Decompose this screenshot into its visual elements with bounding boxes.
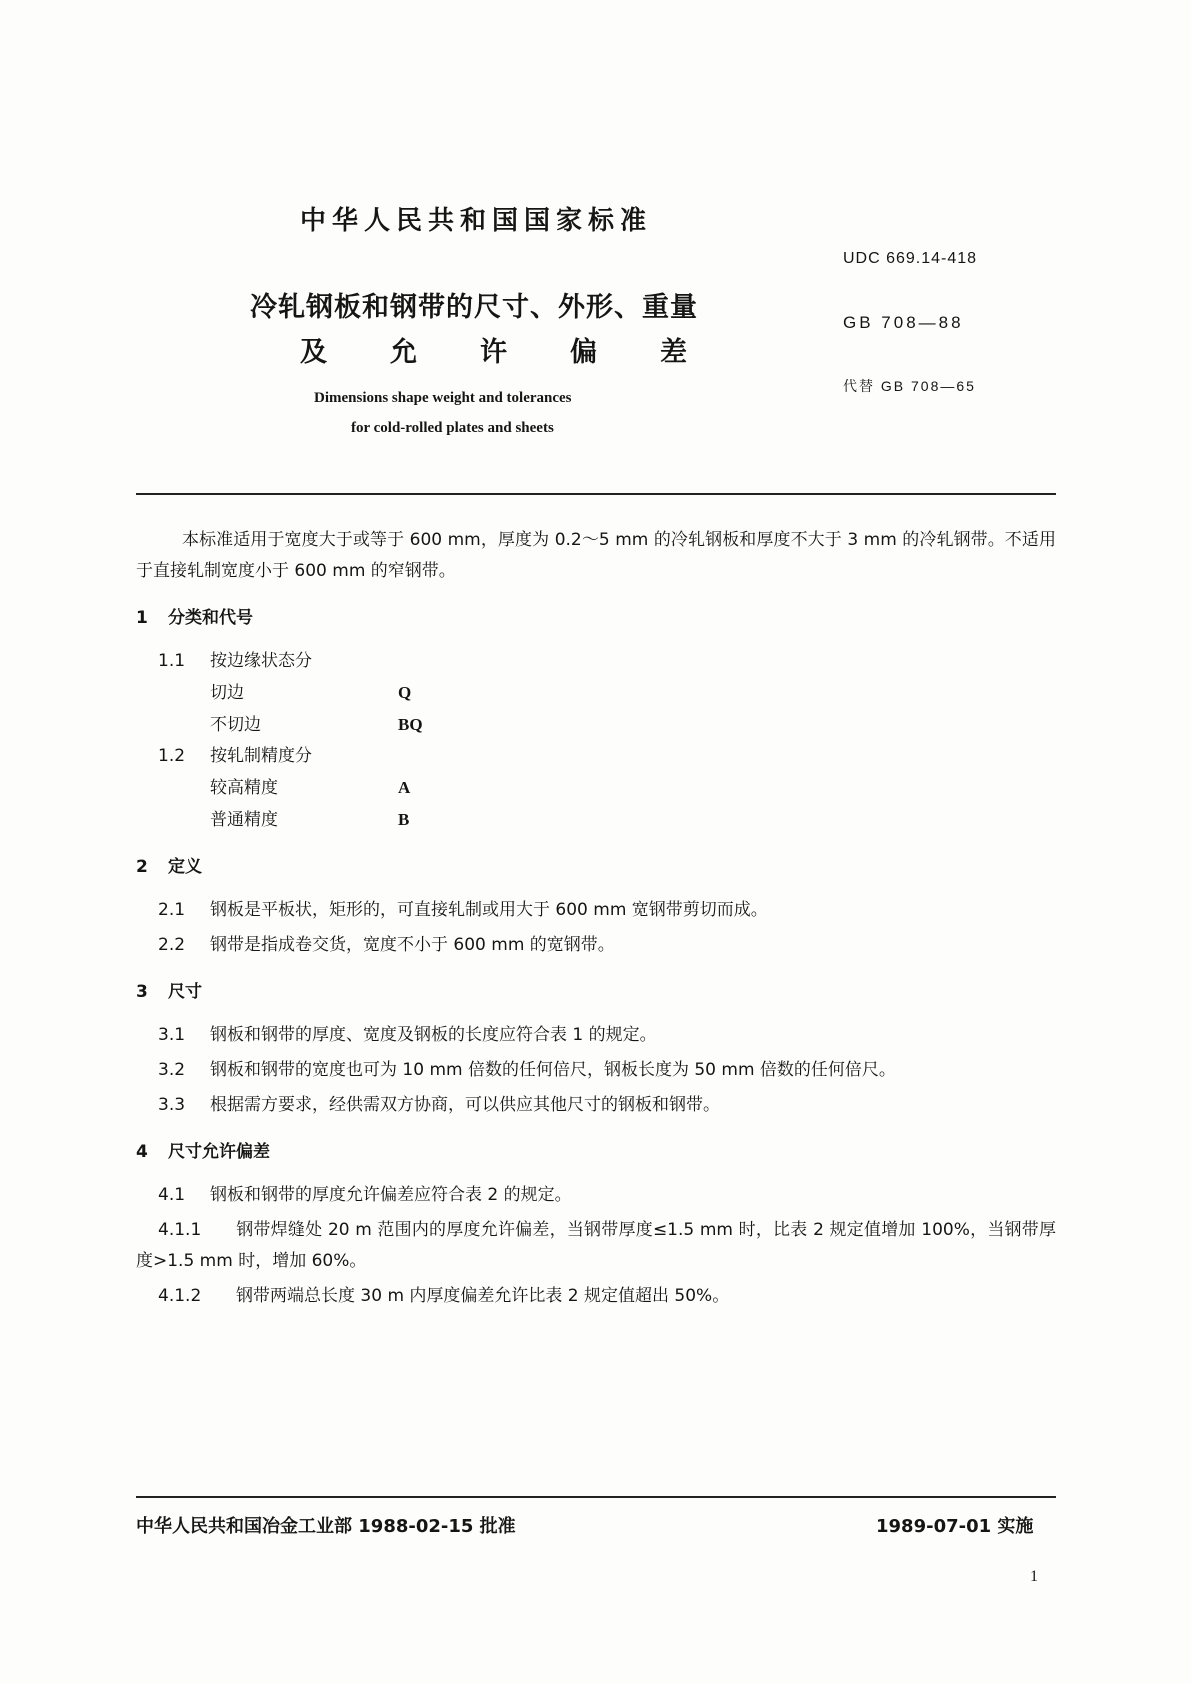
document-title-line1: 冷轧钢板和钢带的尺寸、外形、重量 (250, 292, 698, 323)
clause-text: 钢板和钢带的厚度允许偏差应符合表 2 的规定。 (210, 1185, 572, 1205)
section-number: 1 (136, 608, 148, 628)
title-char: 允 (390, 337, 417, 368)
english-title-line1: Dimensions shape weight and tolerances (314, 390, 572, 406)
clause-number: 3.3 (158, 1095, 186, 1115)
clause-number: 2.2 (158, 935, 186, 955)
item-number: 1.1 (158, 651, 186, 671)
document-title-line2 (300, 330, 750, 369)
clause-text: 钢带焊缝处 20 m 范围内的厚度允许偏差，当钢带厚度≤1.5 mm 时，比表 2 规定值增加 100%，当钢带厚度>1.5 mm 时，增加 60%。 (136, 1220, 1056, 1271)
code-value: BQ (398, 715, 423, 734)
clause-number: 4.1.2 (158, 1286, 202, 1306)
code-label: 不切边 (210, 715, 261, 735)
code-row (136, 709, 1056, 741)
clause-4-1 (136, 1180, 1056, 1211)
replaces-standard: 代替 GB 708—65 (843, 378, 976, 394)
clause-text: 钢板是平板状，矩形的，可直接轧制或用大于 600 mm 宽钢带剪切而成。 (210, 900, 768, 920)
clause-number: 3.1 (158, 1025, 186, 1045)
document-body (136, 525, 1056, 1316)
clause-number: 2.1 (158, 900, 186, 920)
section-2-heading (136, 852, 1056, 883)
title-char: 许 (480, 337, 507, 368)
approval-statement: 中华人民共和国冶金工业部 1988-02-15 批准 (136, 1516, 516, 1537)
gb-number: GB 708—88 (843, 313, 964, 332)
effective-date: 1989-07-01 实施 (876, 1516, 1034, 1537)
section-1-heading (136, 603, 1056, 634)
clause-text: 钢带是指成卷交货，宽度不小于 600 mm 的宽钢带。 (210, 935, 615, 955)
section-number: 4 (136, 1142, 148, 1162)
section-title: 分类和代号 (168, 608, 253, 628)
item-number: 1.2 (158, 746, 186, 766)
code-label: 切边 (210, 683, 244, 703)
title-char: 差 (660, 337, 687, 368)
code-label: 普通精度 (210, 810, 278, 830)
clause-text: 钢板和钢带的厚度、宽度及钢板的长度应符合表 1 的规定。 (210, 1025, 657, 1045)
title-char: 偏 (570, 337, 597, 368)
code-row (136, 677, 1056, 709)
clause-3-3 (136, 1090, 1056, 1121)
clause-number: 4.1.1 (158, 1220, 202, 1240)
header-divider (136, 493, 1056, 495)
section-3-heading (136, 977, 1056, 1008)
clause-4-1-1 (136, 1215, 1056, 1277)
code-value: Q (398, 683, 412, 702)
udc-code: UDC 669.14-418 (843, 250, 978, 267)
code-row (136, 772, 1056, 804)
section-number: 3 (136, 982, 148, 1002)
clause-3-1 (136, 1020, 1056, 1051)
code-label: 较高精度 (210, 778, 278, 798)
section-title: 尺寸允许偏差 (168, 1142, 270, 1162)
code-value: B (398, 810, 410, 829)
item-1-1 (136, 646, 1056, 677)
section-title: 尺寸 (168, 982, 202, 1002)
clause-number: 4.1 (158, 1185, 186, 1205)
national-standard-heading: 中华人民共和国国家标准 (300, 206, 653, 236)
section-title: 定义 (168, 857, 202, 877)
item-1-2 (136, 741, 1056, 772)
clause-text: 钢带两端总长度 30 m 内厚度偏差允许比表 2 规定值超出 50%。 (236, 1286, 730, 1306)
clause-number: 3.2 (158, 1060, 186, 1080)
section-4-heading (136, 1137, 1056, 1168)
footer-divider (136, 1496, 1056, 1498)
clause-2-2 (136, 930, 1056, 961)
clause-4-1-2 (136, 1281, 1056, 1312)
english-title-line2: for cold-rolled plates and sheets (351, 420, 554, 436)
item-title: 按边缘状态分 (210, 651, 312, 671)
clause-text: 钢板和钢带的宽度也可为 10 mm 倍数的任何倍尺，钢板长度为 50 mm 倍数的任何倍尺。 (210, 1060, 896, 1080)
clause-2-1 (136, 895, 1056, 926)
section-number: 2 (136, 857, 148, 877)
intro-paragraph: 本标准适用于宽度大于或等于 600 mm，厚度为 0.2～5 mm 的冷轧钢板和厚度不大于 3 mm 的冷轧钢带。不适用于直接轧制宽度小于 600 mm 的窄钢带。 (136, 530, 1056, 581)
page-number: 1 (1030, 1568, 1038, 1585)
item-title: 按轧制精度分 (210, 746, 312, 766)
code-value: A (398, 778, 411, 797)
clause-3-2 (136, 1055, 1056, 1086)
clause-text: 根据需方要求，经供需双方协商，可以供应其他尺寸的钢板和钢带。 (210, 1095, 720, 1115)
title-char: 及 (300, 337, 327, 368)
code-row (136, 804, 1056, 836)
